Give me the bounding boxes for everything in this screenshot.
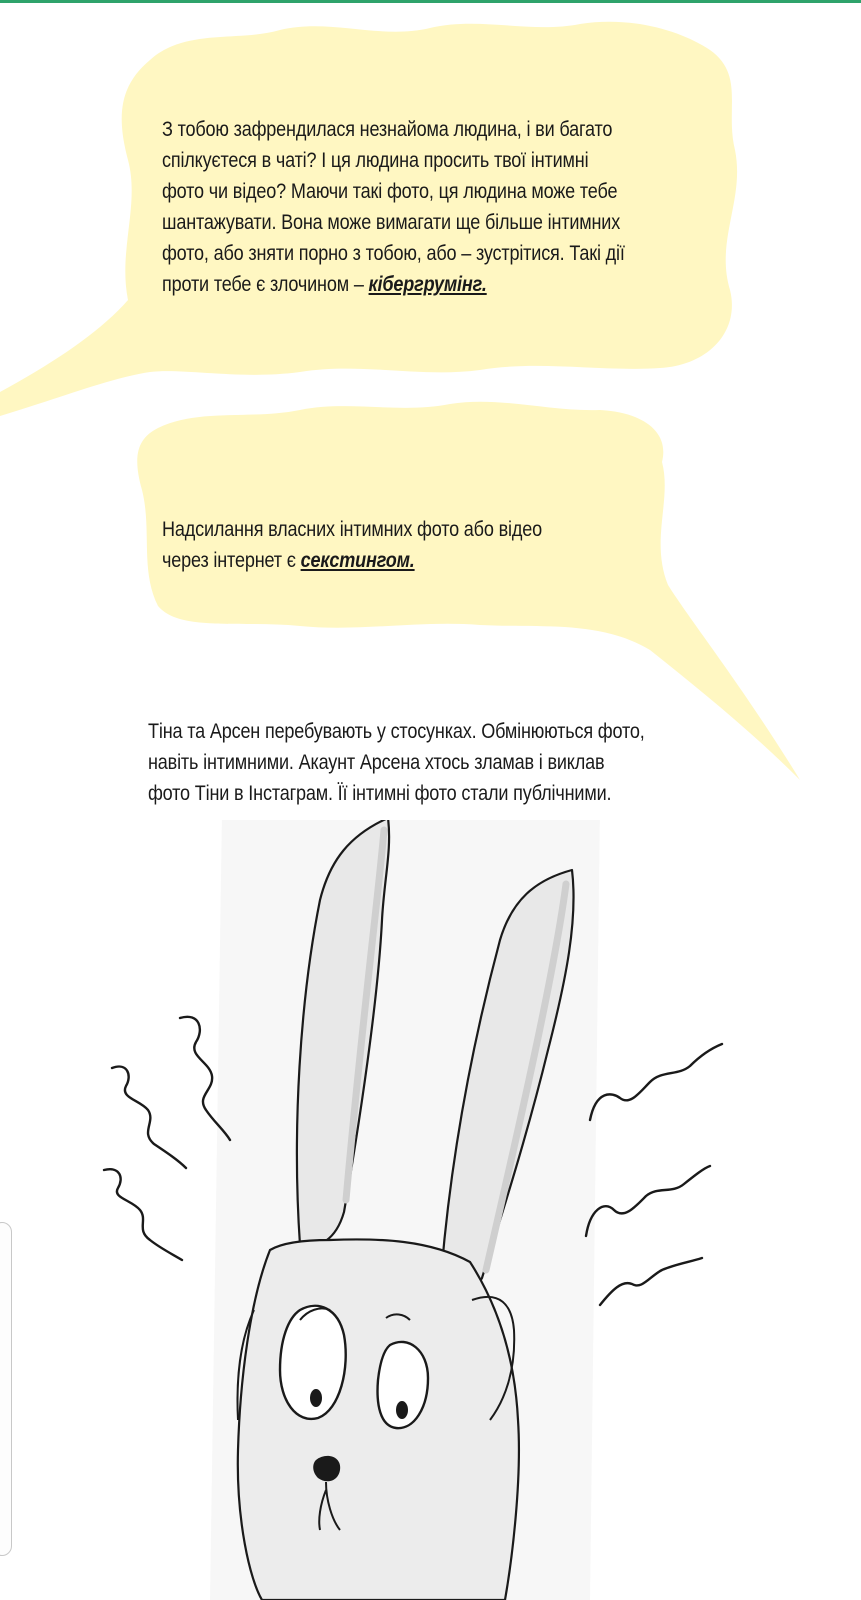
text-line: навіть інтимними. Акаунт Арсена хтось зламав і виклав: [148, 751, 605, 774]
grooming-warning-text: [162, 114, 625, 300]
story-text: [148, 716, 645, 809]
text-line: фото чи відео? Маючи такі фото, ця людина може тебе: [162, 180, 618, 203]
text-line: [162, 269, 625, 300]
rabbit-head: [238, 1239, 519, 1600]
sexting-definition-text: [162, 514, 542, 576]
text-line: шантажувати. Вона може вимагати ще більше інтимних: [162, 211, 621, 234]
text-line: З тобою зафрендилася незнайома людина, і ви багато: [162, 118, 613, 141]
text-line: Тіна та Арсен перебувають у стосунках. Обмінюються фото,: [148, 720, 645, 743]
text-prefix: проти тебе є злочином –: [162, 273, 369, 296]
text-line: [162, 545, 542, 576]
shocked-rabbit-illustration: [95, 820, 745, 1600]
cybergrooming-link[interactable]: кібергрумінг.: [368, 273, 487, 296]
text-line: Надсилання власних інтимних фото або відео: [162, 518, 542, 541]
text-line: фото, або зняти порно з тобою, або – зустрітися. Такі дії: [162, 242, 625, 265]
side-scroll-handle[interactable]: [0, 1222, 12, 1556]
text-line: фото Тіни в Інстаграм. Її інтимні фото стали публічними.: [148, 782, 612, 805]
sexting-link[interactable]: секстингом.: [300, 549, 415, 572]
text-line: спілкуєтеся в чаті? І ця людина просить твої інтимні: [162, 149, 589, 172]
text-prefix: через інтернет є: [162, 549, 301, 572]
